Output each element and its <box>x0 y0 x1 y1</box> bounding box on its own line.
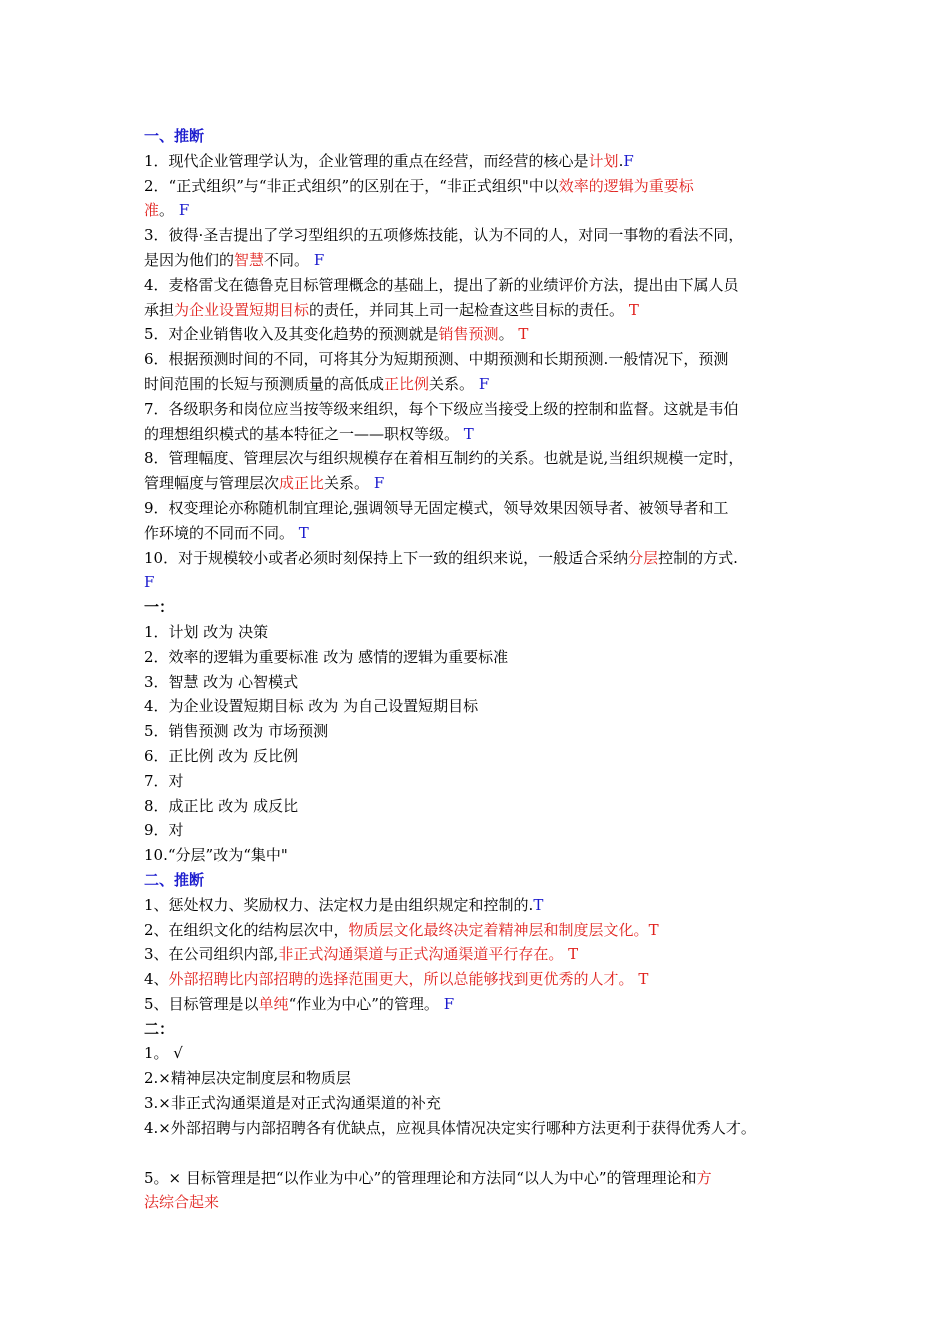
blank-line <box>144 1141 814 1166</box>
question-8: 8．管理幅度、管理层次与组织规模存在着相互制约的关系。也就是说,当组织规模一定时， <box>144 449 744 468</box>
answer2-1: 1。 √ <box>144 1044 183 1063</box>
answer2-2: 2.×精神层决定制度层和物质层 <box>144 1069 351 1088</box>
statement-5: 5、目标管理是以单纯“作业为中心”的管理。 F <box>144 994 455 1013</box>
question-6-cont: 时间范围的长短与预测质量的高低成正比例关系。 F <box>144 374 490 393</box>
answer-8: 8．成正比 改为 成反比 <box>144 796 299 815</box>
answer2-3: 3.×非正式沟通渠道是对正式沟通渠道的补充 <box>144 1094 441 1113</box>
answer-10: 10.“分层”改为“集中" <box>144 846 288 865</box>
answers-heading-2: 二： <box>144 1019 175 1038</box>
question-6: 6．根据预测时间的不同，可将其分为短期预测、中期预测和长期预测.一般情况下，预测 <box>144 350 729 369</box>
question-3: 3．彼得·圣吉提出了学习型组织的五项修炼技能，认为不同的人，对同一事物的看法不同， <box>144 226 744 245</box>
answer2-4: 4.×外部招聘与内部招聘各有优缺点，应视具体情况决定实行哪种方法更利于获得优秀人才。 <box>144 1118 756 1137</box>
question-9-cont: 作环境的不同而不同。 T <box>144 523 309 542</box>
answer2-5: 5。× 目标管理是把“以作业为中心”的管理理论和方法同“以人为中心”的管理理论和方 <box>144 1168 712 1187</box>
question-10: 10．对于规模较小或者必须时刻保持上下一致的组织来说，一般适合采纳分层控制的方式. <box>144 548 738 567</box>
answer-4: 4．为企业设置短期目标 改为 为自己设置短期目标 <box>144 697 479 716</box>
question-9: 9．权变理论亦称随机制宜理论,强调领导无固定模式，领导效果因领导者、被领导者和工 <box>144 498 729 517</box>
section-heading-1: 一、推断 <box>144 127 205 145</box>
statement-3: 3、在公司组织内部,非正式沟通渠道与正式沟通渠道平行存在。 T <box>144 945 579 964</box>
question-5: 5．对企业销售收入及其变化趋势的预测就是销售预测。 T <box>144 325 529 344</box>
question-2: 2．“正式组织”与“非正式组织”的区别在于，“非正式组织"中以效率的逻辑为重要标 <box>144 176 694 195</box>
section-heading-2: 二、推断 <box>144 870 205 889</box>
question-8-cont: 管理幅度与管理层次成正比关系。 F <box>144 474 385 493</box>
statement-4: 4、外部招聘比内部招聘的选择范围更大，所以总能够找到更优秀的人才。 T <box>144 970 649 989</box>
answer-7: 7．对 <box>144 771 184 790</box>
answer-9: 9．对 <box>144 821 184 840</box>
statement-2: 2、在组织文化的结构层次中，物质层文化最终决定着精神层和制度层文化。T <box>144 920 659 939</box>
question-7-cont: 的理想组织模式的基本特征之一——职权等级。 T <box>144 424 474 443</box>
answer-3: 3．智慧 改为 心智模式 <box>144 672 299 691</box>
document-page <box>144 124 814 1215</box>
answer2-5-cont: 法综合起来 <box>144 1193 220 1212</box>
question-7: 7．各级职务和岗位应当按等级来组织，每个下级应当接受上级的控制和监督。这就是韦伯 <box>144 399 739 418</box>
question-4-cont: 承担为企业设置短期目标的责任，并同其上司一起检查这些目标的责任。 T <box>144 300 639 319</box>
answers-heading-1: 一： <box>144 598 175 617</box>
answer-1: 1．计划 改为 决策 <box>144 622 269 641</box>
question-4: 4．麦格雷戈在德鲁克目标管理概念的基础上，提出了新的业绩评价方法，提出由下属人员 <box>144 275 739 294</box>
question-10-cont: F <box>144 573 155 592</box>
answer-5: 5．销售预测 改为 市场预测 <box>144 722 329 741</box>
answer-2: 2．效率的逻辑为重要标准 改为 感情的逻辑为重要标准 <box>144 647 509 666</box>
question-3-cont: 是因为他们的智慧不同。 F <box>144 250 325 269</box>
question-2-cont: 准。 F <box>144 201 190 220</box>
answer-6: 6．正比例 改为 反比例 <box>144 746 299 765</box>
statement-1: 1、惩处权力、奖励权力、法定权力是由组织规定和控制的.T <box>144 895 544 914</box>
question-1: 1．现代企业管理学认为，企业管理的重点在经营，而经营的核心是计划.F <box>144 151 634 170</box>
